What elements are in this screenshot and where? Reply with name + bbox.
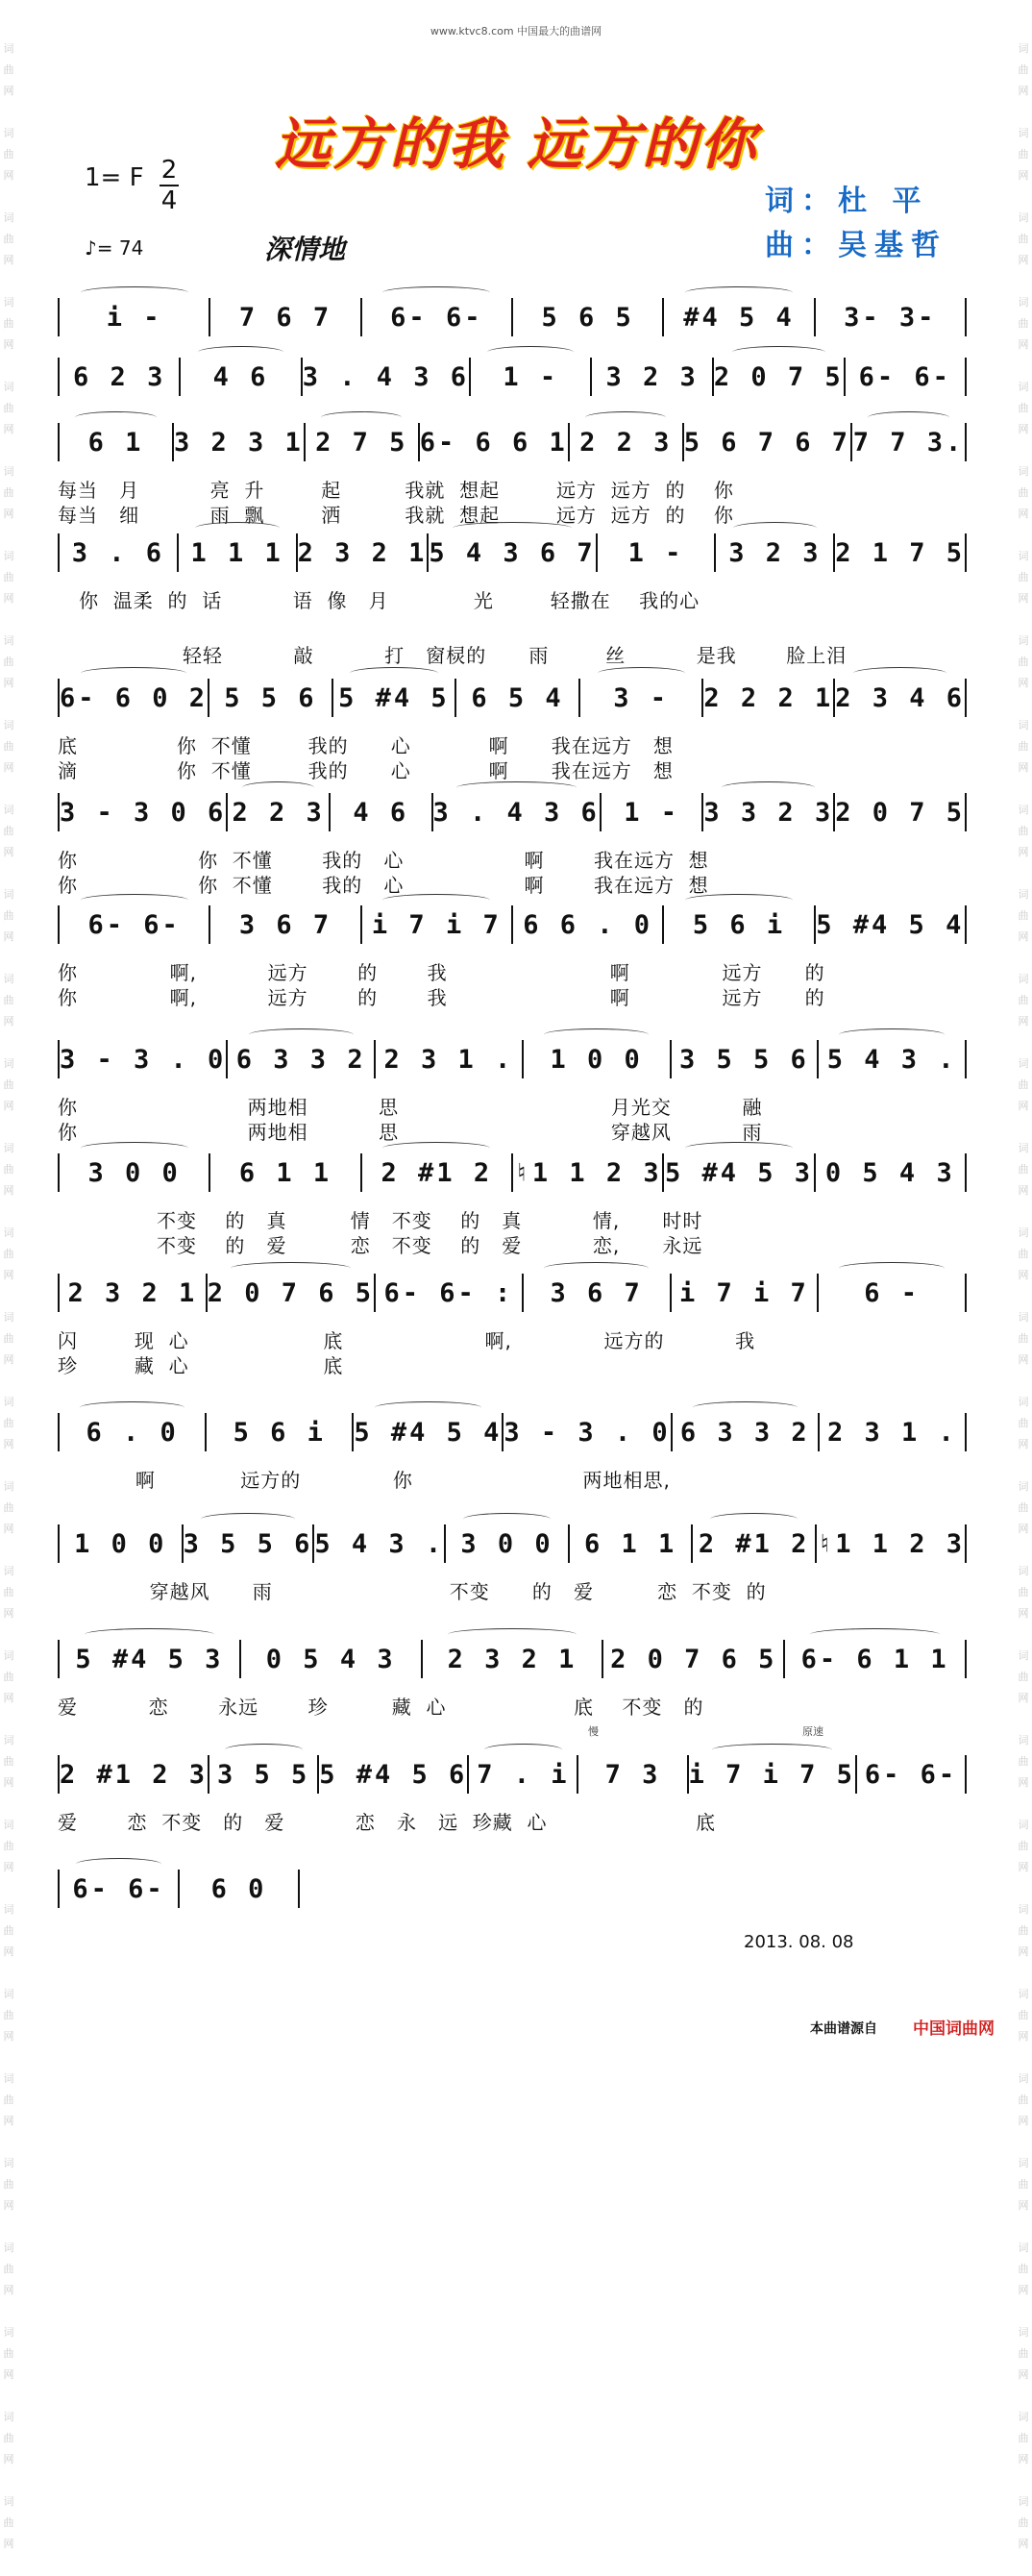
measure: 2 3 1 . [820, 1413, 967, 1451]
composer-credit: 曲：吴基哲 [765, 229, 947, 262]
measure: 5 #4 5 6 [319, 1755, 469, 1794]
measure: 2 2 3 [570, 423, 684, 461]
measure: 3 - 3 0 6 [60, 793, 228, 831]
measure: 2 2 3 [228, 793, 331, 831]
notes-line [58, 1755, 967, 1794]
measure: 5 6 i [664, 905, 815, 944]
measure: 2 #1 2 [362, 1153, 513, 1192]
expression-mark: 深情地 [264, 234, 346, 265]
measure: 3 - 3 . 0 [60, 1040, 228, 1078]
lyric-line: 你 温柔 的 话 语 像 月 光 轻撒在 我的心 [58, 589, 700, 612]
notes-line [58, 1524, 967, 1563]
lyric-line: 底 你 不懂 我的 心 啊 我在远方 想 [58, 734, 674, 757]
notes-line [58, 1870, 300, 1908]
notes-line [58, 423, 967, 461]
slow-note: 慢 [588, 1725, 599, 1738]
song-title: 远方的我 远方的你 [274, 111, 758, 177]
lyric-line: 珍 藏 心 底 [58, 1354, 344, 1377]
measure: 6 3 3 2 [673, 1413, 820, 1451]
measure: 5 4 3 . [314, 1524, 446, 1563]
measure: 7 . i [469, 1755, 578, 1794]
measure: 3 3 2 3 [703, 793, 835, 831]
measure: 6 2 3 [60, 358, 181, 396]
notes-line [58, 905, 967, 944]
measure: 3 5 5 6 [184, 1524, 315, 1563]
notes-line [58, 298, 967, 336]
measure: 6- 6- [857, 1755, 967, 1794]
measure: 6- 6- [60, 1870, 180, 1908]
lyric-line: 每当 细 雨 飘 洒 我就 想起 远方 远方 的 你 [58, 504, 734, 527]
measure: i 7 i 7 5 [689, 1755, 857, 1794]
measure: 3 2 3 1 [174, 423, 306, 461]
measure: 2 0 7 5 [714, 358, 846, 396]
measure: 6- 6- [60, 905, 210, 944]
notes-line [58, 1040, 967, 1078]
lyric-line: 不变 的 爱 恋 不变 的 爱 恋, 永远 [58, 1234, 703, 1257]
notes-line [58, 793, 967, 831]
lyric-line: 你 你 不懂 我的 心 啊 我在远方 想 [58, 849, 709, 872]
notes-line [58, 1640, 967, 1678]
measure: 3 2 3 [592, 358, 713, 396]
notes-line [58, 679, 967, 717]
measure: 6 0 [180, 1870, 300, 1908]
measure: 6- 6- [362, 298, 513, 336]
time-signature [160, 156, 179, 215]
measure: 2 2 2 1 [703, 679, 835, 717]
measure: i 7 i 7 [362, 905, 513, 944]
time-sig-bottom: 4 [160, 186, 178, 215]
measure: 6- 6 6 1 [420, 423, 570, 461]
lyric-line: 爱 恋 不变 的 爱 恋 永 远 珍藏 心 底 [58, 1811, 717, 1834]
measure: 5 #4 5 4 [354, 1413, 504, 1451]
measure: 3 2 3 [716, 533, 835, 572]
measure: 6- 6- [846, 358, 967, 396]
measure: 5 #4 5 4 [816, 905, 967, 944]
notes-line [58, 358, 967, 396]
measure: 7 6 7 [210, 298, 361, 336]
measure: 3 . 4 3 6 [433, 793, 602, 831]
measure: 2 7 5 [306, 423, 420, 461]
measure: 3 5 5 [209, 1755, 319, 1794]
original-tempo-note: 原速 [802, 1725, 823, 1738]
footer-label: 本曲谱源自 [810, 2021, 877, 2037]
measure: 6 3 3 2 [228, 1040, 376, 1078]
lyric-line: 不变 的 真 情 不变 的 真 情, 时时 [58, 1209, 703, 1232]
lyric-line: 你 你 不懂 我的 心 啊 我在远方 想 [58, 874, 709, 897]
measure: 6 . 0 [60, 1413, 207, 1451]
measure: 2 #1 2 [693, 1524, 817, 1563]
measure: 2 3 2 1 [60, 1274, 208, 1312]
time-sig-top: 2 [160, 156, 178, 185]
measure: i 7 i 7 [672, 1274, 820, 1312]
measure: 5 4 3 6 7 [429, 533, 597, 572]
tempo-mark: ♪= 74 [85, 236, 144, 260]
key-signature: 1= F [85, 163, 144, 192]
top-caption: www.ktvc8.com 中国最大的曲谱网 [430, 25, 602, 37]
measure: 2 0 7 5 [835, 793, 967, 831]
measure: 1 - [471, 358, 592, 396]
measure: 6- 6 1 1 [785, 1640, 967, 1678]
lyric-line-extra: 轻轻 敲 打 窗棂的 雨 丝 是我 脸上泪 [183, 644, 848, 667]
watermark-left: 词 曲 网 词 曲 网 词 曲 网 词 曲 网 词 曲 网 词 曲 网 词 曲 网 词 曲 网 词 曲 网 词 曲 网 词 曲 网 词 曲 网 词 曲 网 词 曲 网 词 曲 网 词 曲 网 词 曲 网 词 曲 网 词 曲 网 词 曲 网 词 曲 网 词 曲 网 词 曲 网 词 曲 网 词 曲 网 词 曲 网 词 曲 网 词 曲 网 词 曲 网 词 曲 网 [3, 42, 14, 2550]
measure: 5 6 7 6 7 [684, 423, 852, 461]
date: 2013. 08. 08 [744, 1932, 854, 1952]
measure: 4 6 [331, 793, 433, 831]
measure: 4 6 [181, 358, 302, 396]
lyric-line: 滴 你 不懂 我的 心 啊 我在远方 想 [58, 759, 674, 782]
measure: 1 - [602, 793, 704, 831]
measure: 1 1 1 [179, 533, 298, 572]
notes-line [58, 1413, 967, 1451]
measure: 2 3 2 1 [423, 1640, 604, 1678]
measure: 3 . 6 [60, 533, 179, 572]
measure: 1 - [598, 533, 717, 572]
lyric-line: 爱 恋 永远 珍 藏 心 底 不变 的 [58, 1696, 704, 1719]
measure: 3 - [580, 679, 704, 717]
measure: ♮1 1 2 3 [817, 1524, 967, 1563]
measure: 3 6 7 [524, 1274, 672, 1312]
measure: 2 3 4 6 [835, 679, 967, 717]
measure: 5 4 3 . [819, 1040, 967, 1078]
measure: 2 0 7 6 5 [603, 1640, 785, 1678]
measure: 5 #4 5 [333, 679, 457, 717]
lyric-line: 你 两地相 思 穿越风 雨 [58, 1121, 763, 1144]
measure: 0 5 4 3 [241, 1640, 423, 1678]
measure: 3- 3- [816, 298, 967, 336]
measure: 6 1 [60, 423, 174, 461]
measure: 2 3 2 1 [298, 533, 430, 572]
lyric-line: 每当 月 亮 升 起 我就 想起 远方 远方 的 你 [58, 479, 734, 502]
measure: 3 0 0 [60, 1153, 210, 1192]
measure: 5 6 5 [513, 298, 664, 336]
lyric-line: 啊 远方的 你 两地相思, [58, 1469, 671, 1492]
measure: 2 #1 2 3 [60, 1755, 209, 1794]
measure: 7 3 [578, 1755, 688, 1794]
measure: 6- 6- : [376, 1274, 524, 1312]
measure: 5 6 i [207, 1413, 354, 1451]
measure: 2 1 7 5 [835, 533, 967, 572]
measure: 1 0 0 [524, 1040, 672, 1078]
measure: 5 5 6 [209, 679, 333, 717]
measure: 2 0 7 6 5 [208, 1274, 376, 1312]
measure: 6 1 1 [210, 1153, 361, 1192]
measure: 7 7 3. [852, 423, 967, 461]
measure: #4 5 4 [664, 298, 815, 336]
footer-site: 中国词曲网 [913, 2019, 995, 2039]
watermark-right: 词 曲 网 词 曲 网 词 曲 网 词 曲 网 词 曲 网 词 曲 网 词 曲 网 词 曲 网 词 曲 网 词 曲 网 词 曲 网 词 曲 网 词 曲 网 词 曲 网 词 曲 网 词 曲 网 词 曲 网 词 曲 网 词 曲 网 词 曲 网 词 曲 网 词 曲 网 词 曲 网 词 曲 网 词 曲 网 词 曲 网 词 曲 网 词 曲 网 词 曲 网 词 曲 网 [1018, 42, 1029, 2550]
measure: 6- 6 0 2 [60, 679, 209, 717]
measure: 5 #4 5 3 [60, 1640, 241, 1678]
measure: 0 5 4 3 [816, 1153, 967, 1192]
notes-line [58, 1274, 967, 1312]
measure: 3 6 7 [210, 905, 361, 944]
measure: 6 1 1 [570, 1524, 694, 1563]
lyric-line: 你 两地相 思 月光交 融 [58, 1096, 763, 1119]
measure: 5 #4 5 3 [664, 1153, 815, 1192]
measure: ♮1 1 2 3 [513, 1153, 664, 1192]
measure: 3 0 0 [446, 1524, 570, 1563]
notes-line [58, 1153, 967, 1192]
lyric-line: 穿越风 雨 不变 的 爱 恋 不变 的 [58, 1580, 767, 1603]
measure: 3 - 3 . 0 [504, 1413, 672, 1451]
measure: 6 5 4 [456, 679, 580, 717]
measure: i - [60, 298, 210, 336]
measure: 2 3 1 . [376, 1040, 524, 1078]
measure: 1 0 0 [60, 1524, 184, 1563]
lyric-line: 你 啊, 远方 的 我 啊 远方 的 [58, 961, 825, 984]
notes-line [58, 533, 967, 572]
lyric-line: 你 啊, 远方 的 我 啊 远方 的 [58, 986, 825, 1009]
measure: 3 5 5 6 [672, 1040, 820, 1078]
lyric-line: 闪 现 心 底 啊, 远方的 我 [58, 1329, 756, 1352]
measure: 6 6 . 0 [513, 905, 664, 944]
lyricist-credit: 词：杜 平 [765, 185, 929, 218]
measure: 3 . 4 3 6 [303, 358, 471, 396]
measure: 6 - [819, 1274, 967, 1312]
